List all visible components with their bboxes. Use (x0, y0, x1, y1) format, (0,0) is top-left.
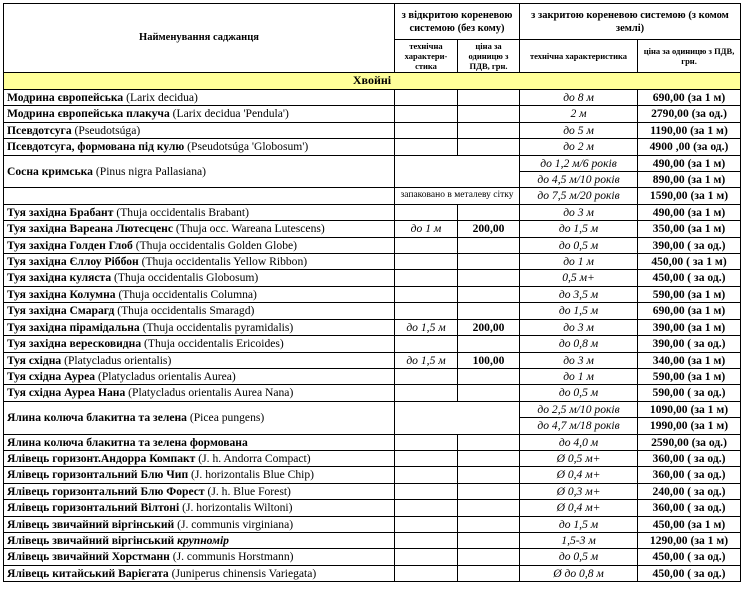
plant-name (4, 254, 395, 270)
open-spec (395, 270, 458, 286)
table-row (4, 336, 741, 352)
plant-name-latin: (Thuja occidentalis Yellow Ribbon) (138, 255, 308, 269)
open-spec: до 1,5 м (395, 319, 458, 335)
plant-name-ua: Туя західна Брабант (7, 205, 114, 219)
closed-price: 450,00 (за 1 м) (638, 516, 741, 532)
plant-name-latin: (Platycladus orientalis) (61, 353, 172, 367)
open-price (458, 90, 520, 106)
closed-spec: до 4,0 м (520, 434, 638, 450)
open-price (458, 303, 520, 319)
plant-name (4, 139, 395, 155)
open-price (458, 270, 520, 286)
plant-name-latin: (J. horizontalis Wiltoni) (179, 501, 293, 515)
table-row (4, 385, 741, 401)
closed-price: 360,00 ( за од.) (638, 500, 741, 516)
plant-name (4, 204, 395, 220)
closed-price: 340,00 (за 1 м) (638, 352, 741, 368)
plant-name (4, 385, 395, 401)
plant-name-ua: Ялівець звичайний віргінський (7, 517, 175, 531)
table-row (4, 401, 741, 417)
plant-name-latin: (Larix decidua 'Pendula') (169, 107, 289, 121)
table-row (4, 122, 741, 138)
table-row (4, 549, 741, 565)
open-spec (395, 516, 458, 532)
open-spec (395, 368, 458, 384)
open-price (458, 549, 520, 565)
closed-spec: до 1 м (520, 254, 638, 270)
plant-name (4, 122, 395, 138)
closed-price: 1990,00 (за 1 м) (638, 418, 741, 434)
plant-name-ua: Ялівець горизонтальний Вілтоні (7, 501, 180, 515)
open-spec (395, 467, 458, 483)
closed-price: 2790,00 (за од.) (638, 106, 741, 122)
plant-name (4, 467, 395, 483)
closed-spec: до 8 м (520, 90, 638, 106)
plant-name-latin: (Thuja occidentalis Smaragd) (114, 304, 255, 318)
open-price (458, 483, 520, 499)
closed-spec: до 0,5 м (520, 385, 638, 401)
table-row (4, 467, 741, 483)
open-price (458, 532, 520, 548)
table-row (4, 270, 741, 286)
closed-price: 690,00 (за 1 м) (638, 303, 741, 319)
open-spec (395, 204, 458, 220)
open-spec (395, 336, 458, 352)
header-open-root: з відкритою кореневою системою (без кому) (395, 4, 520, 40)
open-price (458, 106, 520, 122)
plant-name (4, 549, 395, 565)
table-row (4, 204, 741, 220)
plant-name-latin: (Pseudotsúga 'Globosum') (184, 140, 309, 154)
plant-name-ua: Ялівець горизонтальний Блю Чип (7, 468, 189, 482)
plant-name (4, 483, 395, 499)
plant-name (4, 286, 395, 302)
open-price (458, 385, 520, 401)
open-price (458, 139, 520, 155)
table-row (4, 532, 741, 548)
closed-spec: до 3 м (520, 352, 638, 368)
closed-price: 1590,00 (за 1 м) (638, 188, 741, 204)
header-closed-root: з закритою кореневою системою (з комом землі) (520, 4, 741, 40)
table-row (4, 286, 741, 302)
closed-spec: до 1 м (520, 368, 638, 384)
closed-price: 590,00 (за 1 м) (638, 368, 741, 384)
plant-name (4, 565, 395, 581)
closed-price: 590,00 ( за од.) (638, 385, 741, 401)
closed-spec: до 0,5 м (520, 237, 638, 253)
closed-price: 450,00 ( за од.) (638, 565, 741, 581)
closed-price: 690,00 (за 1 м) (638, 90, 741, 106)
open-price (458, 336, 520, 352)
closed-spec: 2 м (520, 106, 638, 122)
table-row (4, 483, 741, 499)
plant-name-ua: Ялина колюча блакитна та зелена формована (7, 435, 248, 449)
table-row (4, 155, 741, 171)
closed-price: 890,00 (за 1 м) (638, 172, 741, 188)
closed-price: 590,00 (за 1 м) (638, 286, 741, 302)
open-spec (395, 401, 520, 434)
plant-name-latin: (Platycladus orientalis Aurea Nana) (125, 386, 294, 400)
open-spec (395, 450, 458, 466)
closed-price: 1090,00 (за 1 м) (638, 401, 741, 417)
closed-spec: Ø 0,3 м+ (520, 483, 638, 499)
closed-spec: до 1,5 м (520, 221, 638, 237)
plant-name (4, 401, 395, 434)
plant-name (4, 221, 395, 237)
open-price (458, 516, 520, 532)
closed-price: 390,00 (за 1 м) (638, 319, 741, 335)
table-row (4, 319, 741, 335)
closed-spec: до 2,5 м/10 років (520, 401, 638, 417)
plant-name-ua: Ялівець звичайний віргінський (7, 533, 178, 547)
plant-name-latin: (J. communis Horstmann) (169, 550, 294, 564)
plant-name-latin: (J. communis virginiana) (174, 517, 294, 531)
closed-price: 1190,00 (за 1 м) (638, 122, 741, 138)
table-row (4, 139, 741, 155)
plant-name (4, 450, 395, 466)
table-row (4, 106, 741, 122)
closed-spec: до 3,5 м (520, 286, 638, 302)
plant-name-empty (4, 188, 395, 204)
plant-name-ua: Туя західна Колумна (7, 287, 116, 301)
table-row (4, 500, 741, 516)
closed-spec: до 4,5 м/10 років (520, 172, 638, 188)
closed-spec: до 0,5 м (520, 549, 638, 565)
open-price (458, 565, 520, 581)
table-row (4, 352, 741, 368)
category-row: Хвойні (4, 73, 741, 90)
closed-price: 450,00 ( за 1 м) (638, 254, 741, 270)
closed-spec: Ø до 0,8 м (520, 565, 638, 581)
plant-name-ua: Туя західна Вареана Лютесценс (7, 222, 173, 236)
table-row (4, 303, 741, 319)
table-row (4, 188, 741, 204)
plant-name (4, 303, 395, 319)
plant-name-ua: Псевдотсуга (7, 123, 72, 137)
header-closed-price: ціна за одиницю з ПДВ, грн. (638, 40, 741, 73)
plant-name-note: крупномір (177, 533, 229, 547)
table-row (4, 450, 741, 466)
plant-name-latin: (Thuja occidentalis Golden Globe) (132, 238, 298, 252)
plant-name-ua: Ялина колюча блакитна та зелена (7, 410, 187, 424)
closed-spec: 1,5-3 м (520, 532, 638, 548)
closed-spec: до 4,7 м/18 років (520, 418, 638, 434)
plant-name (4, 270, 395, 286)
open-price: 100,00 (458, 352, 520, 368)
open-price (458, 500, 520, 516)
closed-spec: Ø 0,5 м+ (520, 450, 638, 466)
plant-name-ua: Ялівець горизонтальний Блю Форест (7, 484, 205, 498)
plant-name-latin: (J. horizontalis Blue Chip) (188, 468, 315, 482)
open-spec (395, 385, 458, 401)
plant-name (4, 500, 395, 516)
plant-name-ua: Ялівець китайський Варієгата (7, 566, 169, 580)
open-spec (395, 254, 458, 270)
table-row (4, 516, 741, 532)
open-price (458, 122, 520, 138)
header-open-price: ціна за одиницю з ПДВ, грн. (458, 40, 520, 73)
plant-name (4, 319, 395, 335)
open-spec (395, 139, 458, 155)
closed-price: 350,00 (за 1 м) (638, 221, 741, 237)
closed-price: 450,00 ( за од.) (638, 549, 741, 565)
plant-name-latin: (Thuja occidentalis pyramidalis) (139, 320, 294, 334)
open-spec (395, 500, 458, 516)
closed-price: 4900 ,00 (за од.) (638, 139, 741, 155)
closed-spec: Ø 0,4 м+ (520, 467, 638, 483)
closed-spec: до 3 м (520, 319, 638, 335)
closed-spec: Ø 0,4 м+ (520, 500, 638, 516)
closed-price: 450,00 ( за од.) (638, 270, 741, 286)
pack-note: запаковано в металеву сітку (395, 188, 520, 204)
open-spec (395, 237, 458, 253)
closed-spec: 0,5 м+ (520, 270, 638, 286)
closed-spec: до 1,2 м/6 років (520, 155, 638, 171)
open-spec (395, 122, 458, 138)
plant-name-ua: Туя західна пірамідальна (7, 320, 140, 334)
plant-name-ua: Псевдотсуга, формована під кулю (7, 140, 185, 154)
closed-price: 240,00 ( за од.) (638, 483, 741, 499)
closed-price: 360,00 ( за од.) (638, 450, 741, 466)
closed-price: 390,00 ( за од.) (638, 237, 741, 253)
plant-name-latin: (Pseudotsúga) (71, 123, 141, 137)
plant-name-latin: (Thuja occidentalis Globosum) (111, 271, 259, 285)
open-price (458, 467, 520, 483)
open-spec (395, 286, 458, 302)
plant-name-latin: (Thuja occidentalis Ericoides) (141, 337, 284, 351)
closed-spec: до 1,5 м (520, 303, 638, 319)
plant-name-latin: (Thuja occ. Wareana Lutescens) (172, 222, 325, 236)
closed-spec: до 7,5 м/20 років (520, 188, 638, 204)
plant-name-latin: (Thuja occidentalis Brabant) (113, 205, 249, 219)
plant-name-ua: Туя західна Єллоу Ріббон (7, 255, 139, 269)
closed-price: 2590,00 (за од.) (638, 434, 741, 450)
open-price (458, 286, 520, 302)
open-price (458, 368, 520, 384)
plant-name-ua: Ялівець горизонт.Андорра Компакт (7, 451, 196, 465)
plant-name (4, 106, 395, 122)
open-spec (395, 434, 458, 450)
closed-price: 490,00 (за 1 м) (638, 204, 741, 220)
plant-name-ua: Туя західна вересковидна (7, 337, 142, 351)
closed-price: 1290,00 (за 1 м) (638, 532, 741, 548)
table-row (4, 434, 741, 450)
header-closed-spec: технічна характеристика (520, 40, 638, 73)
open-spec (395, 155, 520, 188)
plant-name-latin: (Platycladus orientalis Aurea) (95, 369, 236, 383)
open-spec (395, 106, 458, 122)
open-spec (395, 303, 458, 319)
table-row (4, 565, 741, 581)
open-price: 200,00 (458, 221, 520, 237)
open-spec (395, 565, 458, 581)
plant-name-ua: Туя східна Ауреа (7, 369, 96, 383)
plant-name-latin: (Pinus nigra Pallasiana) (92, 164, 207, 178)
plant-name-ua: Сосна кримська (7, 164, 93, 178)
closed-price: 390,00 ( за од.) (638, 336, 741, 352)
open-spec (395, 532, 458, 548)
plant-name-ua: Модрина європейська плакуча (7, 107, 170, 121)
plant-name (4, 155, 395, 188)
closed-price: 490,00 (за 1 м) (638, 155, 741, 171)
plant-name-ua: Модрина європейська (7, 91, 124, 104)
open-spec: до 1 м (395, 221, 458, 237)
plant-name (4, 532, 395, 548)
table-row (4, 254, 741, 270)
plant-name-ua: Туя східна (7, 353, 62, 367)
closed-spec: до 0,8 м (520, 336, 638, 352)
table-row (4, 90, 741, 106)
plant-name (4, 90, 395, 106)
open-price (458, 204, 520, 220)
open-spec (395, 90, 458, 106)
plant-name-latin: (Juniperus chinensis Variegata) (168, 566, 317, 580)
table-row (4, 221, 741, 237)
plant-name-latin: (J. h. Andorra Compact) (195, 451, 311, 465)
plant-name (4, 434, 395, 450)
plant-name (4, 516, 395, 532)
plant-name (4, 352, 395, 368)
closed-spec: до 2 м (520, 139, 638, 155)
table-row (4, 368, 741, 384)
closed-spec: до 5 м (520, 122, 638, 138)
plant-name-ua: Туя західна Смарагд (7, 304, 115, 318)
plant-name-latin: (Larix decidua) (123, 91, 198, 104)
closed-price: 360,00 ( за од.) (638, 467, 741, 483)
open-price (458, 254, 520, 270)
plant-name-ua: Туя західна куляста (7, 271, 112, 285)
header-name-column: Найменування саджанця (4, 4, 395, 73)
open-price (458, 237, 520, 253)
open-price (458, 450, 520, 466)
open-price: 200,00 (458, 319, 520, 335)
open-spec (395, 483, 458, 499)
plant-name-ua: Туя західна Голден Глоб (7, 238, 133, 252)
plant-name (4, 237, 395, 253)
open-spec: до 1,5 м (395, 352, 458, 368)
plant-name-latin: (Thuja occidentalis Columna) (115, 287, 257, 301)
header-open-spec: технічна характери-стика (395, 40, 458, 73)
plant-name-latin: (Picea pungens) (186, 410, 265, 424)
plant-name (4, 336, 395, 352)
closed-spec: до 3 м (520, 204, 638, 220)
table-row (4, 237, 741, 253)
plant-name-ua: Туя східна Ауреа Нана (7, 386, 126, 400)
plant-name (4, 368, 395, 384)
open-price (458, 434, 520, 450)
plant-name-ua: Ялівець звичайний Хорстманн (7, 550, 170, 564)
closed-spec: до 1,5 м (520, 516, 638, 532)
open-spec (395, 549, 458, 565)
plant-name-latin: (J. h. Blue Forest) (204, 484, 291, 498)
price-list-table (3, 3, 741, 582)
